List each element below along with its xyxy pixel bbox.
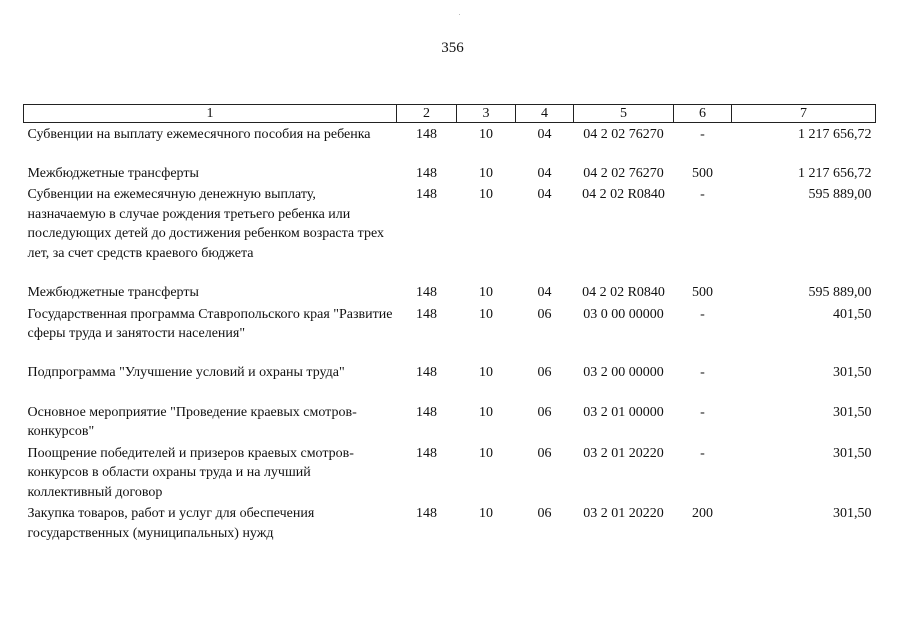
cell-vr: - — [700, 127, 705, 142]
table-row — [24, 442, 876, 503]
cell-csr: 04 2 02 76270 — [583, 127, 664, 142]
cell-pr: 04 — [537, 187, 552, 202]
cell-vr: 500 — [692, 165, 713, 181]
cell-pr: 06 — [537, 506, 552, 521]
cell-rz: 10 — [479, 187, 493, 202]
table-header-row — [24, 105, 876, 123]
cell-pr: 06 — [537, 404, 552, 420]
cell-csr: 03 0 00 00000 — [583, 306, 664, 322]
cell-csr: 03 2 01 20220 — [583, 506, 664, 521]
cell-pr: 04 — [537, 127, 552, 142]
page-number: 356 — [441, 40, 464, 56]
cell-grbs: 148 — [416, 127, 437, 142]
cell-csr: 04 2 02 76270 — [583, 165, 664, 181]
cell-pr: 04 — [537, 285, 552, 300]
cell-vr: - — [700, 306, 705, 322]
cell-grbs: 148 — [416, 165, 437, 181]
cell-vr: - — [700, 187, 705, 202]
cell-csr: 03 2 01 00000 — [583, 404, 664, 420]
cell-csr: 04 2 02 R0840 — [582, 187, 665, 202]
cell-sum: 301,50 — [833, 404, 872, 420]
table-row — [24, 281, 876, 303]
table-row — [24, 502, 876, 543]
cell-name: Основное мероприятие "Проведение краевых смотров-конкурсов" — [27, 404, 357, 439]
table-row — [24, 303, 876, 361]
cell-pr: 06 — [537, 445, 552, 461]
cell-grbs: 148 — [416, 364, 437, 380]
cell-pr: 06 — [537, 364, 552, 380]
cell-rz: 10 — [479, 404, 493, 420]
column-header: 5 — [574, 105, 674, 123]
cell-vr: - — [700, 404, 705, 420]
cell-grbs: 148 — [416, 187, 437, 202]
cell-grbs: 148 — [416, 445, 437, 461]
cell-grbs: 148 — [416, 285, 437, 300]
cell-rz: 10 — [479, 506, 493, 521]
table-row — [24, 162, 876, 184]
cell-name: Подпрограмма "Улучшение условий и охраны труда" — [27, 364, 345, 380]
cell-rz: 10 — [479, 165, 493, 181]
cell-name: Межбюджетные трансферты — [27, 165, 199, 181]
column-header: 2 — [397, 105, 457, 123]
table-row — [24, 123, 876, 162]
cell-csr: 03 2 01 20220 — [583, 445, 664, 461]
cell-name: Поощрение победителей и призеров краевых смотров-конкурсов в области охраны труда и на лучший коллективный договор — [27, 445, 354, 500]
cell-rz: 10 — [479, 364, 493, 380]
cell-name: Субвенции на ежемесячную денежную выплату, назначаемую в случае рождения третьего ребенка или последующих детей до достижения ребенком возраста трех лет, за счет средств краевого бюджета — [27, 187, 384, 261]
column-header: 6 — [674, 105, 732, 123]
cell-sum: 595 889,00 — [808, 187, 872, 202]
cell-name: Закупка товаров, работ и услуг для обеспечения государственных (муниципальных) нужд — [27, 506, 315, 541]
column-header: 1 — [24, 105, 397, 123]
cell-rz: 10 — [479, 306, 493, 322]
budget-table — [23, 104, 876, 543]
cell-vr: - — [700, 445, 705, 461]
cell-name: Субвенции на выплату ежемесячного пособия на ребенка — [27, 127, 371, 142]
cell-pr: 04 — [537, 165, 552, 181]
cell-sum: 301,50 — [833, 364, 872, 380]
scan-artifact — [459, 14, 460, 15]
cell-csr: 04 2 02 R0840 — [582, 285, 665, 300]
cell-sum: 1 217 656,72 — [798, 127, 872, 142]
cell-grbs: 148 — [416, 306, 437, 322]
cell-pr: 06 — [537, 306, 552, 322]
cell-sum: 1 217 656,72 — [798, 165, 872, 181]
column-header: 7 — [732, 105, 876, 123]
cell-vr: - — [700, 364, 705, 380]
cell-sum: 401,50 — [833, 306, 872, 322]
cell-sum: 301,50 — [833, 445, 872, 461]
cell-name: Межбюджетные трансферты — [27, 285, 199, 300]
cell-rz: 10 — [479, 127, 493, 142]
cell-name: Государственная программа Ставропольского края "Развитие сферы труда и занятости населения" — [27, 306, 393, 341]
table-row — [24, 401, 876, 442]
column-header: 3 — [457, 105, 516, 123]
cell-rz: 10 — [479, 445, 493, 461]
cell-sum: 595 889,00 — [808, 285, 872, 300]
cell-vr: 200 — [692, 506, 713, 521]
cell-grbs: 148 — [416, 404, 437, 420]
cell-grbs: 148 — [416, 506, 437, 521]
cell-csr: 03 2 00 00000 — [583, 364, 664, 380]
column-header: 4 — [516, 105, 574, 123]
table-row — [24, 183, 876, 281]
table-row — [24, 361, 876, 401]
cell-sum: 301,50 — [833, 506, 872, 521]
cell-rz: 10 — [479, 285, 493, 300]
cell-vr: 500 — [692, 285, 713, 300]
